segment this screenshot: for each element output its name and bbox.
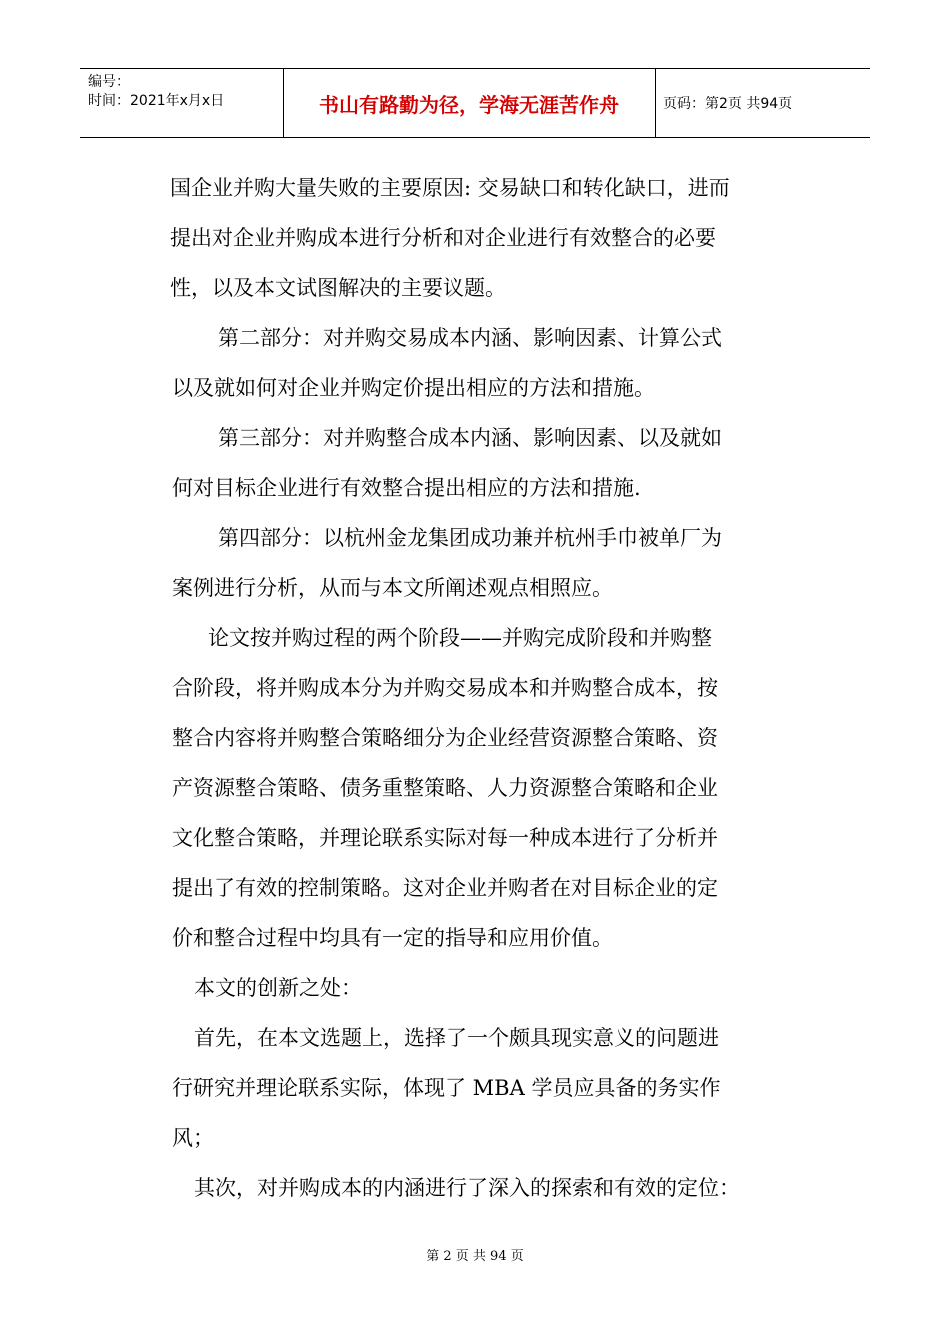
header-divider: [655, 69, 656, 137]
body-line: 其次，对并购成本的内涵进行了深入的探索和有效的定位：: [194, 1176, 740, 1200]
body-line: 提出了有效的控制策略。这对企业并购者在对目标企业的定: [172, 876, 718, 900]
document-number-label: 编号：: [88, 74, 130, 90]
body-line: 性，以及本文试图解决的主要议题。: [170, 276, 506, 300]
page-footer: 第 2 页 共 94 页: [426, 1249, 524, 1264]
body-line: 第二部分：对并购交易成本内涵、影响因素、计算公式: [218, 326, 722, 350]
body-line: 提出对企业并购成本进行分析和对企业进行有效整合的必要: [170, 226, 716, 250]
body-line: 价和整合过程中均具有一定的指导和应用价值。: [172, 926, 613, 950]
body-line: 以及就如何对企业并购定价提出相应的方法和措施。: [172, 376, 655, 400]
body-line: 文化整合策略，并理论联系实际对每一种成本进行了分析并: [172, 826, 718, 850]
body-line: 整合内容将并购整合策略细分为企业经营资源整合策略、资: [172, 726, 718, 750]
body-line: 论文按并购过程的两个阶段——并购完成阶段和并购整: [208, 626, 712, 650]
document-date: 时间：2021年x月x日: [88, 93, 225, 109]
body-line: 行研究并理论联系实际，体现了 MBA 学员应具备的务实作: [172, 1076, 721, 1100]
body-line: 第四部分：以杭州金龙集团成功兼并杭州手巾被单厂为: [218, 526, 722, 550]
body-line: 案例进行分析，从而与本文所阐述观点相照应。: [172, 576, 613, 600]
body-line: 首先，在本文选题上，选择了一个颇具现实意义的问题进: [194, 1026, 719, 1050]
body-line: 何对目标企业进行有效整合提出相应的方法和措施.: [172, 476, 641, 500]
body-line: 合阶段，将并购成本分为并购交易成本和并购整合成本，按: [172, 676, 718, 700]
header-page-info: 页码：第2页 共94页: [663, 96, 793, 112]
header-meta: [88, 73, 224, 111]
body-line: 国企业并购大量失败的主要原因: 交易缺口和转化缺口，进而: [170, 176, 730, 200]
body-line: 本文的创新之处：: [194, 976, 362, 1000]
header-motto: 书山有路勤为径，学海无涯苦作舟: [319, 92, 619, 117]
body-line: 产资源整合策略、债务重整策略、人力资源整合策略和企业: [172, 776, 718, 800]
page-header: [80, 68, 870, 138]
body-line: 第三部分：对并购整合成本内涵、影响因素、以及就如: [218, 426, 722, 450]
body-line: 风；: [172, 1126, 214, 1150]
